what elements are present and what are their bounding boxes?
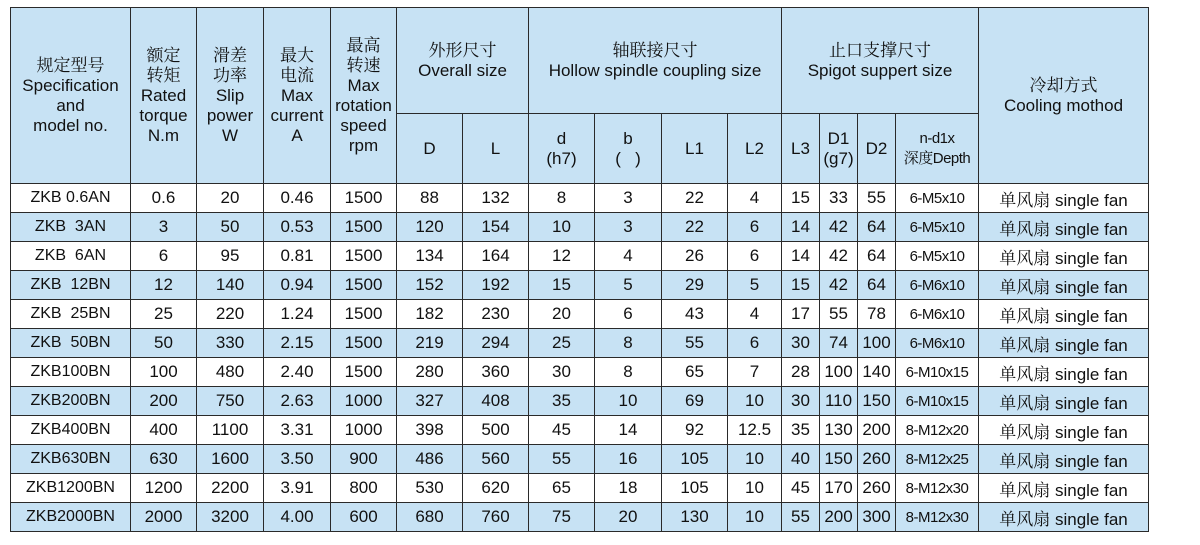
cell-l: 132 [463,184,529,213]
cell-d1: 42 [820,242,858,271]
cell-b: 16 [595,445,662,474]
cell-b: 8 [595,329,662,358]
cell-l: 560 [463,445,529,474]
cell-model: ZKB 3AN [11,213,131,242]
cell-slip: 330 [197,329,264,358]
cell-l2: 10 [728,445,782,474]
cell-d: 25 [529,329,595,358]
cell-cool: 单风扇 single fan [979,184,1149,213]
subheader-n-d1x-depth: n-d1x 深度Depth [896,114,979,184]
cell-slip: 220 [197,300,264,329]
cell-cool: 单风扇 single fan [979,474,1149,503]
cell-model: ZKB 6AN [11,242,131,271]
subheader-L: L [463,114,529,184]
cell-d: 35 [529,387,595,416]
table-row [11,503,1149,532]
cell-l2: 5 [728,271,782,300]
cell-model: ZKB100BN [11,358,131,387]
cell-l1: 65 [662,358,728,387]
cell-l1: 130 [662,503,728,532]
cell-torque: 6 [131,242,197,271]
cell-l3: 15 [782,184,820,213]
cell-l1: 22 [662,213,728,242]
cell-speed: 1000 [331,387,397,416]
subheader-D1: D1 (g7) [820,114,858,184]
header-max-speed: 最高 转速 Max rotation speed rpm [331,8,397,184]
cell-l: 154 [463,213,529,242]
cell-l2: 6 [728,213,782,242]
cell-d: 152 [397,271,463,300]
cell-d: 88 [397,184,463,213]
cell-l2: 6 [728,242,782,271]
cell-torque: 200 [131,387,197,416]
cell-d: 398 [397,416,463,445]
cell-cool: 单风扇 single fan [979,387,1149,416]
cell-speed: 600 [331,503,397,532]
cell-d: 182 [397,300,463,329]
cell-d: 280 [397,358,463,387]
cell-d1: 200 [820,503,858,532]
cell-speed: 1500 [331,184,397,213]
cell-d2: 200 [858,416,896,445]
cell-slip: 1100 [197,416,264,445]
spec-table-container [10,7,1149,532]
cell-torque: 12 [131,271,197,300]
table-row [11,242,1149,271]
cell-current: 0.81 [264,242,331,271]
cell-d2: 64 [858,271,896,300]
subheader-L3: L3 [782,114,820,184]
cell-l3: 17 [782,300,820,329]
header-spigot-support: 止口支撑尺寸 Spigot suppert size [782,8,979,114]
cell-torque: 100 [131,358,197,387]
cell-l2: 4 [728,300,782,329]
header-overall-size: 外形尺寸 Overall size [397,8,529,114]
cell-d: 8 [529,184,595,213]
cell-current: 2.15 [264,329,331,358]
table-row [11,445,1149,474]
cell-current: 3.91 [264,474,331,503]
cell-l2: 10 [728,503,782,532]
cell-l1: 22 [662,184,728,213]
cell-d1: 55 [820,300,858,329]
cell-speed: 1500 [331,271,397,300]
table-row [11,358,1149,387]
cell-b: 4 [595,242,662,271]
cell-l: 620 [463,474,529,503]
cell-nd: 6-M6x10 [896,329,979,358]
cell-d: 45 [529,416,595,445]
cell-model: ZKB400BN [11,416,131,445]
cell-l2: 7 [728,358,782,387]
cell-slip: 20 [197,184,264,213]
cell-l1: 92 [662,416,728,445]
cell-d1: 74 [820,329,858,358]
cell-slip: 3200 [197,503,264,532]
cell-speed: 900 [331,445,397,474]
cell-torque: 2000 [131,503,197,532]
cell-l1: 43 [662,300,728,329]
cell-torque: 1200 [131,474,197,503]
cell-speed: 1500 [331,329,397,358]
table-row [11,213,1149,242]
cell-cool: 单风扇 single fan [979,242,1149,271]
cell-current: 4.00 [264,503,331,532]
cell-d: 327 [397,387,463,416]
cell-torque: 50 [131,329,197,358]
cell-b: 3 [595,213,662,242]
cell-l1: 29 [662,271,728,300]
cell-b: 18 [595,474,662,503]
cell-l3: 45 [782,474,820,503]
cell-current: 1.24 [264,300,331,329]
cell-b: 20 [595,503,662,532]
cell-current: 2.40 [264,358,331,387]
cell-slip: 50 [197,213,264,242]
header-hollow-spindle-coupling: 轴联接尺寸 Hollow spindle coupling size [529,8,782,114]
cell-d2: 260 [858,445,896,474]
cell-d1: 130 [820,416,858,445]
cell-speed: 1500 [331,300,397,329]
cell-l3: 35 [782,416,820,445]
cell-b: 3 [595,184,662,213]
cell-d2: 55 [858,184,896,213]
table-row [11,474,1149,503]
cell-l2: 12.5 [728,416,782,445]
cell-current: 0.94 [264,271,331,300]
subheader-D2: D2 [858,114,896,184]
cell-l: 408 [463,387,529,416]
cell-d1: 100 [820,358,858,387]
cell-model: ZKB 0.6AN [11,184,131,213]
cell-d: 12 [529,242,595,271]
cell-nd: 6-M5x10 [896,242,979,271]
cell-l3: 14 [782,213,820,242]
cell-nd: 8-M12x30 [896,503,979,532]
cell-b: 10 [595,387,662,416]
cell-cool: 单风扇 single fan [979,300,1149,329]
table-row [11,271,1149,300]
cell-l2: 10 [728,474,782,503]
cell-b: 8 [595,358,662,387]
cell-l1: 105 [662,445,728,474]
cell-d1: 42 [820,213,858,242]
cell-l3: 30 [782,329,820,358]
table-row [11,416,1149,445]
cell-nd: 6-M5x10 [896,213,979,242]
cell-d: 10 [529,213,595,242]
cell-model: ZKB 25BN [11,300,131,329]
cell-nd: 6-M5x10 [896,184,979,213]
cell-d1: 33 [820,184,858,213]
cell-torque: 630 [131,445,197,474]
cell-l3: 30 [782,387,820,416]
subheader-L2: L2 [728,114,782,184]
cell-nd: 8-M12x20 [896,416,979,445]
cell-d: 15 [529,271,595,300]
cell-cool: 单风扇 single fan [979,329,1149,358]
header-torque: 额定 转矩 Rated torque N.m [131,8,197,184]
cell-current: 0.53 [264,213,331,242]
cell-b: 5 [595,271,662,300]
cell-l2: 6 [728,329,782,358]
table-row [11,329,1149,358]
cell-torque: 0.6 [131,184,197,213]
cell-l3: 40 [782,445,820,474]
cell-d1: 170 [820,474,858,503]
cell-l: 760 [463,503,529,532]
cell-l: 360 [463,358,529,387]
cell-speed: 1000 [331,416,397,445]
cell-d: 120 [397,213,463,242]
cell-model: ZKB1200BN [11,474,131,503]
cell-speed: 1500 [331,358,397,387]
cell-d1: 150 [820,445,858,474]
cell-current: 3.31 [264,416,331,445]
cell-cool: 单风扇 single fan [979,213,1149,242]
cell-cool: 单风扇 single fan [979,416,1149,445]
spec-table [10,7,1149,532]
subheader-L1: L1 [662,114,728,184]
cell-cool: 单风扇 single fan [979,503,1149,532]
cell-l1: 26 [662,242,728,271]
cell-d: 65 [529,474,595,503]
subheader-b: b ( ) [595,114,662,184]
cell-slip: 2200 [197,474,264,503]
cell-nd: 8-M12x30 [896,474,979,503]
cell-l3: 55 [782,503,820,532]
cell-l1: 105 [662,474,728,503]
cell-b: 14 [595,416,662,445]
cell-d: 75 [529,503,595,532]
cell-d: 134 [397,242,463,271]
table-header [11,8,1149,184]
table-row [11,387,1149,416]
cell-model: ZKB2000BN [11,503,131,532]
cell-nd: 6-M6x10 [896,271,979,300]
cell-l: 294 [463,329,529,358]
cell-l1: 69 [662,387,728,416]
cell-l2: 10 [728,387,782,416]
cell-d: 530 [397,474,463,503]
cell-speed: 1500 [331,213,397,242]
cell-l: 164 [463,242,529,271]
cell-model: ZKB 50BN [11,329,131,358]
cell-l2: 4 [728,184,782,213]
cell-slip: 95 [197,242,264,271]
cell-current: 2.63 [264,387,331,416]
cell-current: 3.50 [264,445,331,474]
cell-d1: 42 [820,271,858,300]
cell-d2: 140 [858,358,896,387]
cell-d: 20 [529,300,595,329]
cell-l1: 55 [662,329,728,358]
cell-model: ZKB 12BN [11,271,131,300]
header-cooling-method: 冷却方式 Cooling mothod [979,8,1149,184]
cell-d2: 100 [858,329,896,358]
cell-b: 6 [595,300,662,329]
cell-speed: 1500 [331,242,397,271]
cell-nd: 6-M10x15 [896,387,979,416]
cell-l3: 14 [782,242,820,271]
cell-d: 30 [529,358,595,387]
cell-nd: 6-M6x10 [896,300,979,329]
cell-current: 0.46 [264,184,331,213]
cell-model: ZKB200BN [11,387,131,416]
subheader-D: D [397,114,463,184]
cell-d2: 150 [858,387,896,416]
cell-slip: 750 [197,387,264,416]
cell-slip: 1600 [197,445,264,474]
subheader-d: d (h7) [529,114,595,184]
cell-cool: 单风扇 single fan [979,358,1149,387]
header-slip-power: 滑差 功率 Slip power W [197,8,264,184]
cell-model: ZKB630BN [11,445,131,474]
cell-d: 55 [529,445,595,474]
cell-slip: 480 [197,358,264,387]
header-model: 规定型号 Specification and model no. [11,8,131,184]
cell-d2: 78 [858,300,896,329]
cell-l: 192 [463,271,529,300]
cell-d: 219 [397,329,463,358]
header-max-current: 最大 电流 Max current A [264,8,331,184]
cell-slip: 140 [197,271,264,300]
cell-d2: 64 [858,242,896,271]
cell-l3: 15 [782,271,820,300]
cell-d2: 64 [858,213,896,242]
cell-d: 486 [397,445,463,474]
cell-cool: 单风扇 single fan [979,271,1149,300]
cell-l: 500 [463,416,529,445]
cell-nd: 6-M10x15 [896,358,979,387]
cell-torque: 400 [131,416,197,445]
cell-cool: 单风扇 single fan [979,445,1149,474]
cell-d2: 300 [858,503,896,532]
cell-nd: 8-M12x25 [896,445,979,474]
cell-d2: 260 [858,474,896,503]
cell-torque: 3 [131,213,197,242]
table-row [11,184,1149,213]
cell-torque: 25 [131,300,197,329]
cell-speed: 800 [331,474,397,503]
cell-d1: 110 [820,387,858,416]
table-body [11,184,1149,532]
cell-l3: 28 [782,358,820,387]
cell-d: 680 [397,503,463,532]
cell-l: 230 [463,300,529,329]
table-row [11,300,1149,329]
